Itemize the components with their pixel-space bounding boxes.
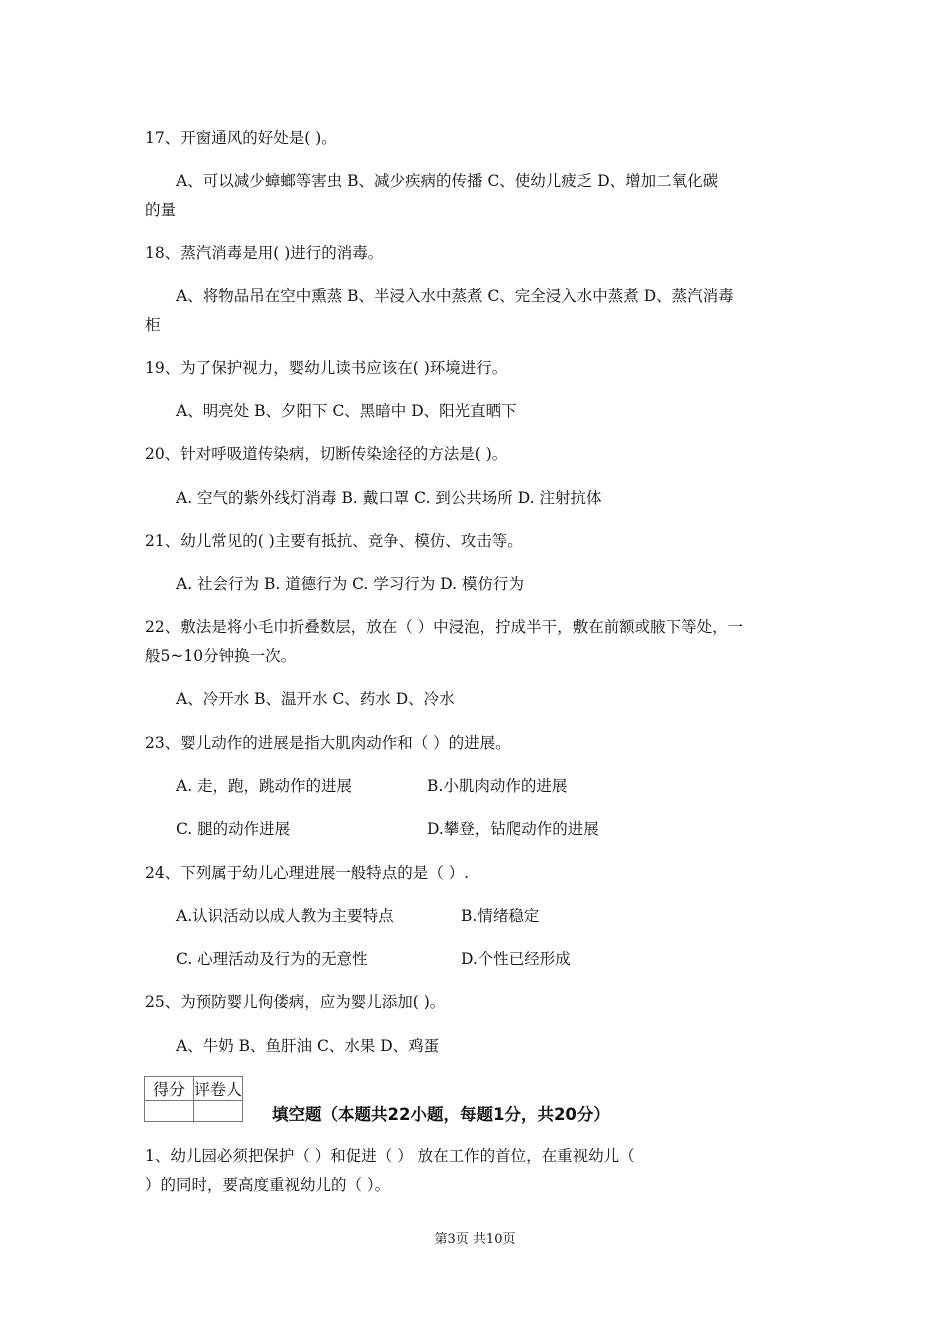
question-24-option-d: D.个性已经形成: [461, 950, 571, 968]
question-22-stem: 22、敷法是将小毛巾折叠数层，放在（ ）中浸泡，拧成半干，敷在前额或腋下等处，一: [145, 618, 744, 636]
question-23-option-d: D.攀登，钻爬动作的进展: [427, 820, 599, 838]
question-24-stem: 24、下列属于幼儿心理进展一般特点的是（ ）.: [145, 864, 470, 882]
score-label: 得分: [145, 1077, 194, 1101]
fill-question-1-cont: ）的同时，要高度重视幼儿的（ ）。: [145, 1176, 391, 1194]
question-24-option-c: C. 心理活动及行为的无意性: [176, 950, 368, 968]
question-22-options: A、冷开水 B、温开水 C、药水 D、冷水: [176, 690, 455, 708]
question-23-stem: 23、婴儿动作的进展是指大肌肉动作和（ ）的进展。: [145, 734, 511, 752]
grader-cell: [194, 1101, 243, 1122]
question-24-option-a: A.认识活动以成人教为主要特点: [176, 907, 394, 925]
question-21-options: A. 社会行为 B. 道德行为 C. 学习行为 D. 模仿行为: [176, 575, 524, 593]
question-18-options: A、将物品吊在空中熏蒸 B、半浸入水中蒸煮 C、完全浸入水中蒸煮 D、蒸汽消毒: [176, 287, 734, 305]
question-19-options: A、明亮处 B、夕阳下 C、黑暗中 D、阳光直晒下: [176, 402, 517, 420]
fill-question-1: 1、幼儿园必须把保护（ ）和促进（ ） 放在工作的首位，在重视幼儿（: [145, 1147, 635, 1165]
question-20-options: A. 空气的紫外线灯消毒 B. 戴口罩 C. 到公共场所 D. 注射抗体: [176, 489, 602, 507]
section-title: 填空题（本题共22小题，每题1分，共20分）: [272, 1105, 610, 1124]
page-footer: 第3页 共10页: [434, 1232, 516, 1247]
question-23-option-a: A. 走，跑，跳动作的进展: [176, 777, 353, 795]
score-cell: [145, 1101, 194, 1122]
question-18-options-cont: 柜: [145, 316, 161, 334]
question-23-option-c: C. 腿的动作进展: [176, 820, 291, 838]
question-24-option-b: B.情绪稳定: [461, 907, 540, 925]
question-17-options-cont: 的量: [145, 201, 177, 219]
question-25-options: A、牛奶 B、鱼肝油 C、水果 D、鸡蛋: [176, 1037, 440, 1055]
question-23-option-b: B.小肌肉动作的进展: [427, 777, 568, 795]
question-22-stem-cont: 般5~10分钟换一次。: [145, 647, 297, 665]
grader-label: 评卷人: [194, 1077, 243, 1101]
question-18-stem: 18、蒸汽消毒是用( )进行的消毒。: [145, 244, 384, 262]
question-20-stem: 20、针对呼吸道传染病，切断传染途径的方法是( )。: [145, 445, 508, 463]
question-19-stem: 19、为了保护视力，婴幼儿读书应该在( )环境进行。: [145, 359, 508, 377]
question-17-options: A、可以减少蟑螂等害虫 B、减少疾病的传播 C、使幼儿疲乏 D、增加二氧化碳: [176, 172, 719, 190]
question-25-stem: 25、为预防婴儿佝偻病，应为婴儿添加( )。: [145, 993, 446, 1011]
question-17-stem: 17、开窗通风的好处是( )。: [145, 129, 337, 147]
question-21-stem: 21、幼儿常见的( )主要有抵抗、竞争、模仿、攻击等。: [145, 532, 523, 550]
score-box: [144, 1076, 243, 1122]
